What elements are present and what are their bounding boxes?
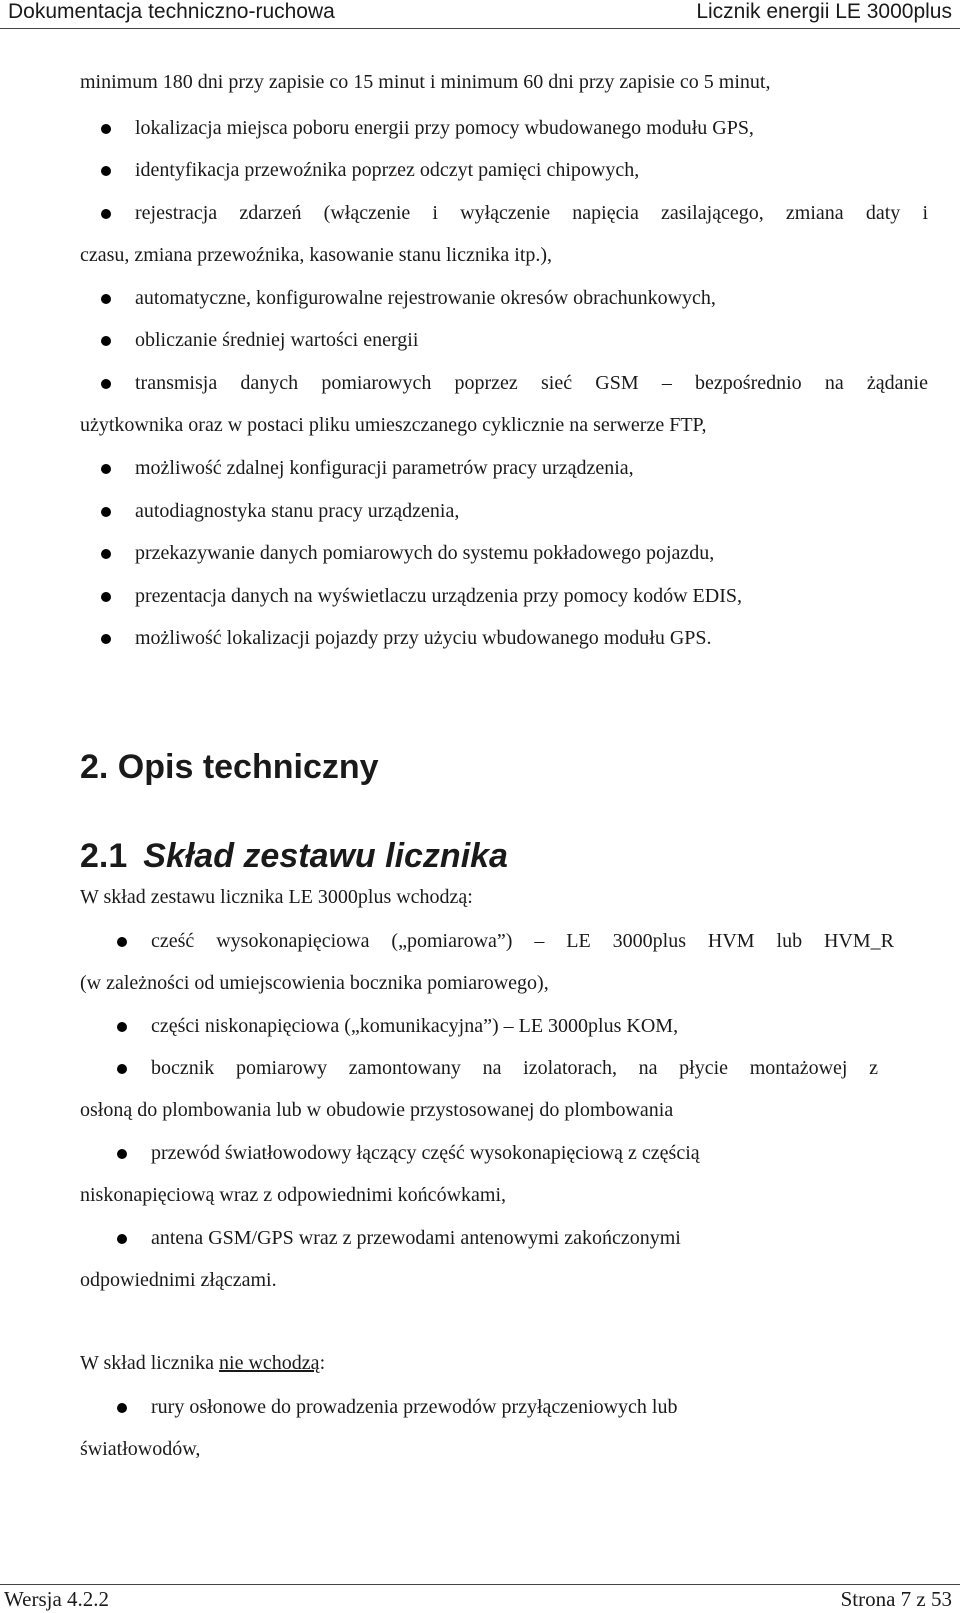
bullet-icon	[101, 634, 111, 644]
excluded-intro-underlined: nie wchodzą	[219, 1352, 320, 1374]
bullet-icon	[101, 549, 111, 559]
list-item: transmisja danych pomiarowych poprzez sieć GSM – bezpośrednio na żądanie	[135, 372, 928, 394]
list-item: antena GSM/GPS wraz z przewodami antenowymi zakończonymi	[151, 1227, 681, 1249]
header-document-title: Dokumentacja techniczno-ruchowa	[8, 0, 335, 23]
list-item-continuation: odpowiednimi złączami.	[80, 1269, 277, 1291]
excluded-intro	[80, 1351, 325, 1375]
bullet-icon	[117, 1403, 127, 1413]
list-item: cześć wysokonapięciowa („pomiarowa”) – LE 3000plus HVM lub HVM_R	[151, 930, 894, 952]
list-item-continuation: niskonapięciową wraz z odpowiednimi końcówkami,	[80, 1184, 506, 1206]
bullet-icon	[117, 937, 127, 947]
bullet-icon	[101, 507, 111, 517]
list-item: części niskonapięciowa („komunikacyjna”) – LE 3000plus KOM,	[151, 1015, 679, 1037]
footer-version: Wersja 4.2.2	[4, 1587, 110, 1611]
list-item: bocznik pomiarowy zamontowany na izolatorach, na płycie montażowej z	[151, 1057, 878, 1079]
subsection-heading	[80, 836, 508, 876]
bullet-icon	[101, 209, 111, 219]
list-item: przekazywanie danych pomiarowych do systemu pokładowego pojazdu,	[135, 542, 715, 564]
list-item: możliwość lokalizacji pojazdy przy użyciu wbudowanego modułu GPS.	[135, 627, 712, 649]
list-item-continuation: (w zależności od umiejscowienia bocznika pomiarowego),	[80, 972, 549, 994]
list-item: identyfikacja przewoźnika poprzez odczyt pamięci chipowych,	[135, 159, 640, 181]
footer-page-number: Strona 7 z 53	[840, 1587, 952, 1611]
list-item-continuation: światłowodów,	[80, 1438, 201, 1460]
list-item: automatyczne, konfigurowalne rejestrowanie okresów obrachunkowych,	[135, 287, 716, 309]
list-item-continuation: użytkownika oraz w postaci pliku umieszczanego cyklicznie na serwerze FTP,	[80, 414, 707, 436]
subsection-number: 2.1	[80, 837, 128, 875]
header-divider	[0, 28, 960, 29]
bullet-icon	[117, 1234, 127, 1244]
list-item: prezentacja danych na wyświetlaczu urządzenia przy pomocy kodów EDIS,	[135, 585, 742, 607]
bullet-icon	[101, 592, 111, 602]
page-footer	[0, 1584, 960, 1613]
section-heading: 2. Opis techniczny	[80, 748, 379, 786]
footer-divider	[0, 1584, 960, 1585]
bullet-icon	[101, 336, 111, 346]
bullet-icon	[101, 166, 111, 176]
list-item: lokalizacja miejsca poboru energii przy pomocy wbudowanego modułu GPS,	[135, 117, 754, 139]
list-item: możliwość zdalnej konfiguracji parametrów pracy urządzenia,	[135, 457, 634, 479]
bullet-icon	[117, 1149, 127, 1159]
subsection-title: Skład zestawu licznika	[143, 837, 508, 875]
bullet-icon	[101, 294, 111, 304]
bullet-icon	[101, 124, 111, 134]
bullet-icon	[101, 379, 111, 389]
bullet-icon	[101, 464, 111, 474]
excluded-intro-prefix: W skład licznika	[80, 1352, 220, 1374]
list-item-continuation: czasu, zmiana przewoźnika, kasowanie stanu licznika itp.),	[80, 244, 553, 266]
list-item: obliczanie średniej wartości energii	[135, 329, 419, 351]
list-item: rejestracja zdarzeń (włączenie i wyłączenie napięcia zasilającego, zmiana daty i	[135, 202, 928, 224]
list-item-continuation: osłoną do plombowania lub w obudowie przystosowanej do plombowania	[80, 1099, 674, 1121]
excluded-intro-suffix: :	[319, 1352, 326, 1374]
list1-intro: minimum 180 dni przy zapisie co 15 minut i minimum 60 dni przy zapisie co 5 minut,	[80, 71, 771, 93]
composition-intro: W skład zestawu licznika LE 3000plus wchodzą:	[80, 886, 473, 908]
bullet-icon	[117, 1064, 127, 1074]
page-header	[0, 0, 960, 28]
header-product-name: Licznik energii LE 3000plus	[696, 0, 952, 23]
list-item: rury osłonowe do prowadzenia przewodów przyłączeniowych lub	[151, 1396, 678, 1418]
list-item: autodiagnostyka stanu pracy urządzenia,	[135, 500, 460, 522]
bullet-icon	[117, 1022, 127, 1032]
list-item: przewód światłowodowy łączący część wysokonapięciową z częścią	[151, 1142, 700, 1164]
